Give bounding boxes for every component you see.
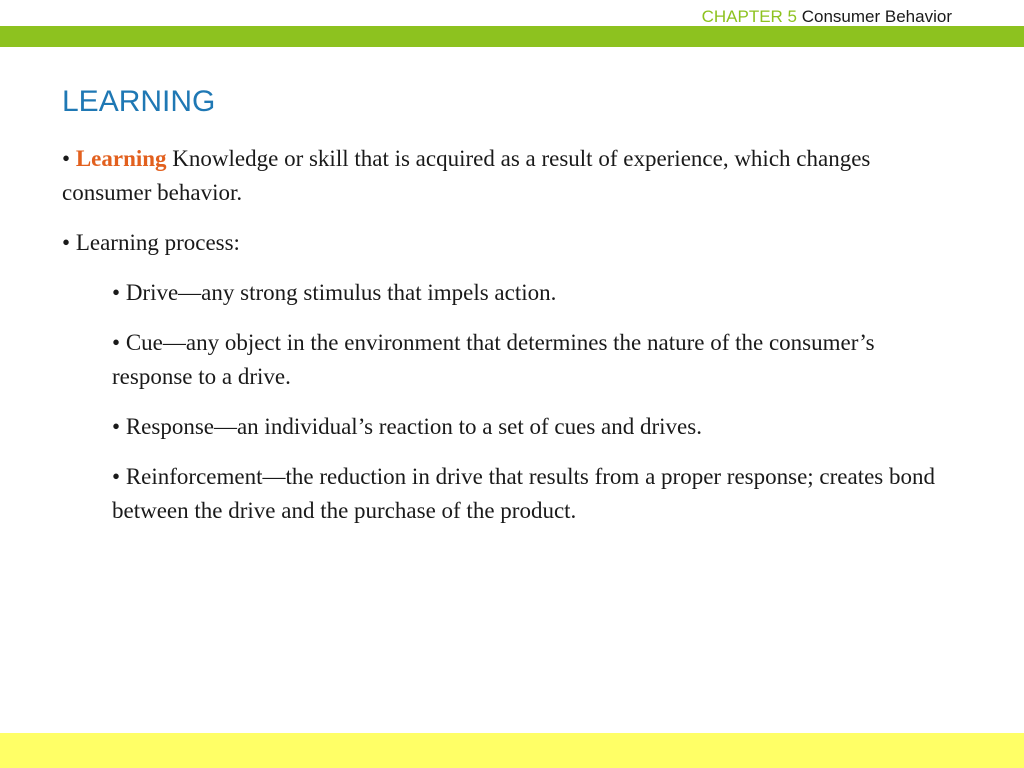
chapter-header — [702, 6, 952, 28]
bullet-text: Drive—any strong stimulus that impels action. — [125, 280, 557, 305]
bullet-learning-process — [62, 226, 942, 260]
slide-title: LEARNING — [62, 85, 216, 118]
bottom-accent-bar — [0, 733, 1024, 768]
bullet-text: Response—an individual’s reaction to a set of cues and drives. — [125, 414, 702, 439]
bullet-marker: • — [112, 330, 121, 355]
bullet-marker: • — [112, 414, 121, 439]
term-learning: Learning — [75, 146, 167, 171]
sub-bullet-cue — [112, 326, 942, 394]
bullet-text: Reinforcement—the reduction in drive that results from a proper response; creates bond between the drive and the purchase of the product. — [112, 464, 936, 523]
sub-bullet-drive — [112, 276, 942, 310]
bullet-marker: • — [62, 146, 71, 171]
bullet-text: Learning process: — [75, 230, 240, 255]
chapter-title: Consumer Behavior — [801, 7, 952, 26]
sub-bullet-reinforcement — [112, 460, 942, 528]
bullet-marker: • — [112, 280, 121, 305]
bullet-marker: • — [62, 230, 71, 255]
definition-text: Knowledge or skill that is acquired as a result of experience, which changes consumer behavior. — [62, 146, 871, 205]
slide-content — [62, 142, 942, 544]
sub-bullet-response — [112, 410, 942, 444]
bullet-text: Cue—any object in the environment that determines the nature of the consumer’s response to a drive. — [112, 330, 875, 389]
bullet-learning-definition — [62, 142, 942, 210]
chapter-label: CHAPTER 5 — [701, 7, 798, 26]
bullet-marker: • — [112, 464, 121, 489]
top-accent-bar — [0, 26, 1024, 47]
